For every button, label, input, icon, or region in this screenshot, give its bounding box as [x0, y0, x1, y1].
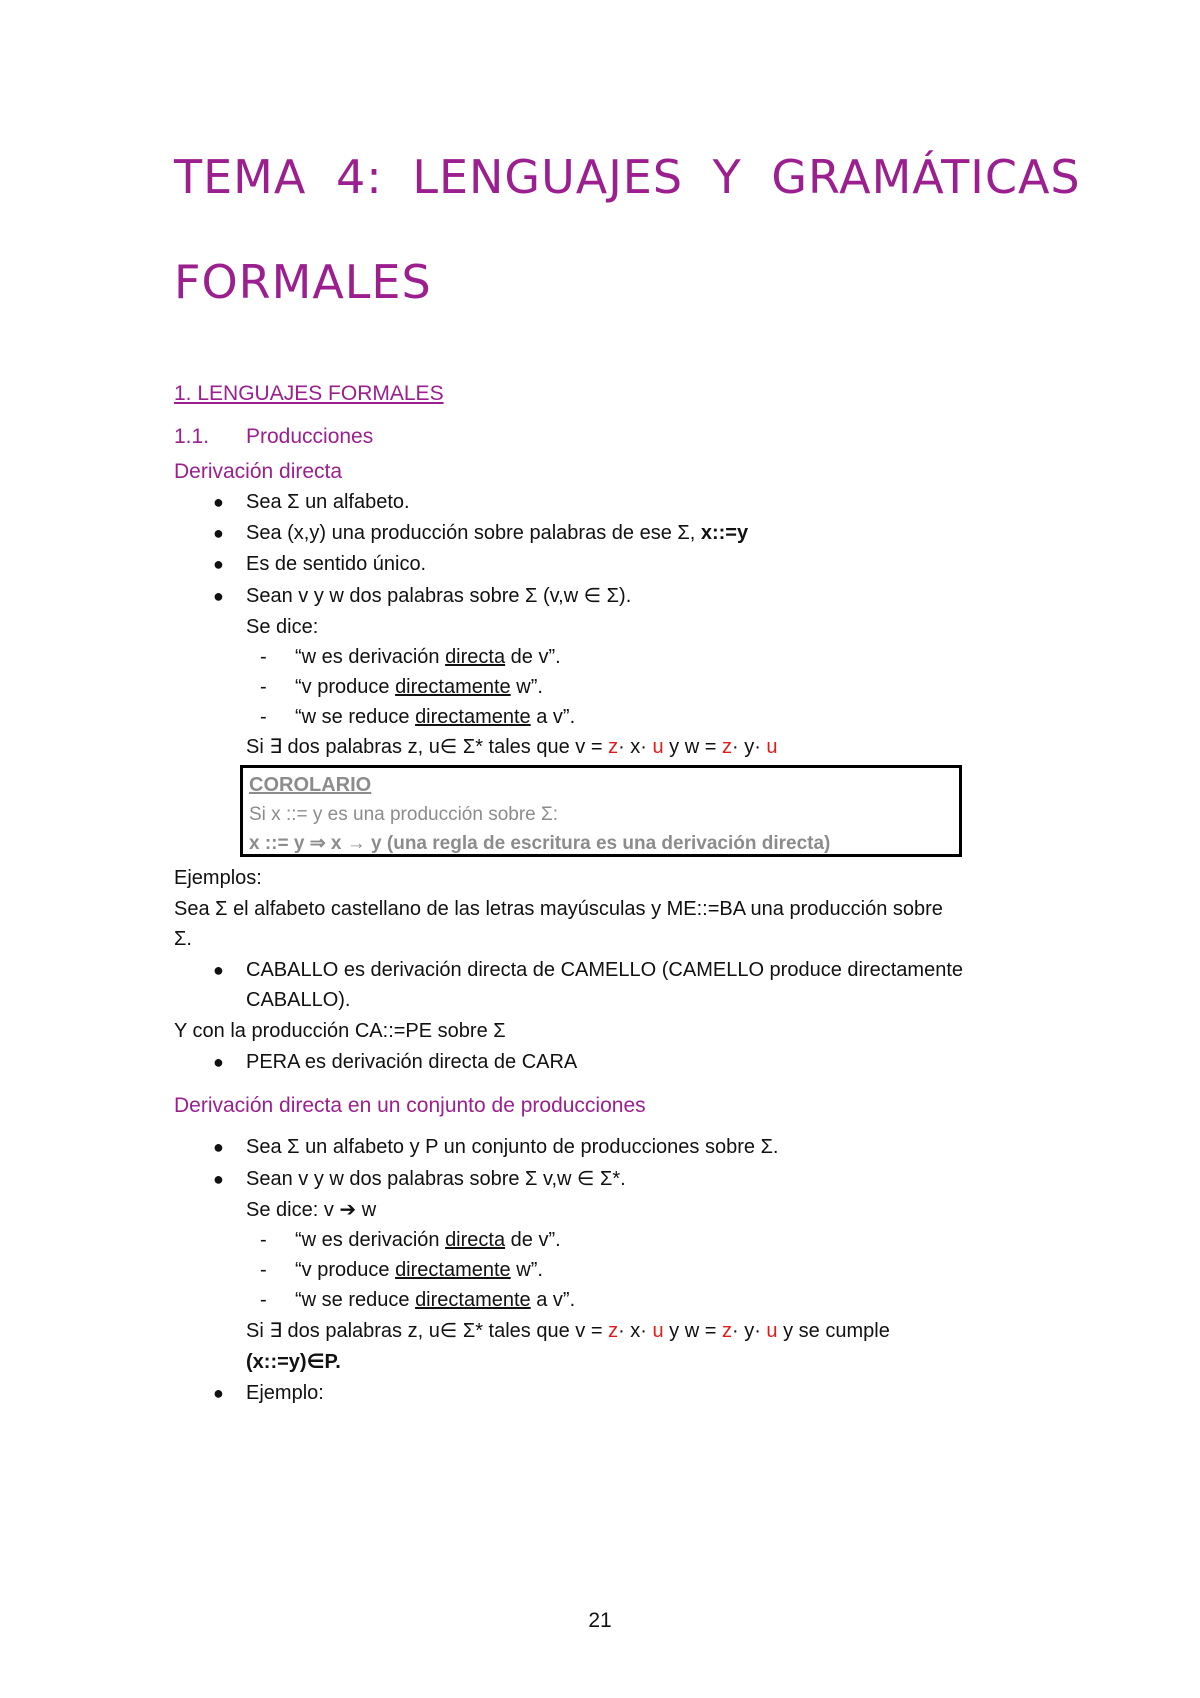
- subsection-label: Producciones: [246, 425, 374, 448]
- list-item: Sea Σ un alfabeto.: [246, 491, 410, 513]
- ejemplos-label: Ejemplos:: [174, 867, 262, 889]
- bullet-marker: ●: [213, 586, 224, 606]
- dash-marker: -: [260, 1229, 267, 1251]
- bullet-marker: ●: [213, 1383, 224, 1403]
- list-item: Sean v y w dos palabras sobre Σ v,w ∈ Σ*.: [246, 1168, 626, 1190]
- var-u: u: [766, 1320, 778, 1342]
- underlined-word: directa: [445, 1229, 506, 1251]
- dash-item: [295, 1230, 561, 1250]
- dash-item-text: “v produce: [295, 676, 396, 698]
- var-z: z: [608, 1320, 619, 1342]
- condition-line: [246, 737, 778, 757]
- dash-item-text: “w se reduce: [295, 706, 416, 728]
- condition-text: Si ∃ dos palabras z, u∈ Σ* tales que v =: [246, 736, 609, 758]
- underlined-word: directamente: [395, 676, 511, 698]
- corolario-line-1: Si x ::= y es una producción sobre Σ:: [249, 804, 559, 825]
- var-u: u: [652, 736, 664, 758]
- corolario-line-2: x ::= y ⇒ x → y (una regla de escritura es una derivación directa): [249, 833, 831, 854]
- condition-line: [246, 1321, 890, 1341]
- condition-text: y w =: [663, 1320, 722, 1342]
- condition-text: y se cumple: [777, 1320, 890, 1342]
- heading-derivacion-directa: Derivación directa: [174, 460, 343, 483]
- section-heading-lenguajes-formales: 1. LENGUAJES FORMALES: [174, 382, 444, 405]
- condition-text: · x·: [618, 736, 653, 758]
- production-notation: x::=y: [700, 522, 749, 544]
- dash-item-text: w”.: [510, 1259, 543, 1281]
- dash-item-text: “w es derivación: [295, 1229, 446, 1251]
- bullet-marker: ●: [213, 1137, 224, 1157]
- bullet-marker: ●: [213, 1169, 224, 1189]
- dash-marker: -: [260, 646, 267, 668]
- condition-text: Si ∃ dos palabras z, u∈ Σ* tales que v =: [246, 1320, 609, 1342]
- dash-item-text: de v”.: [505, 1229, 561, 1251]
- dash-item-text: w”.: [510, 676, 543, 698]
- bullet-marker: ●: [213, 492, 224, 512]
- list-item: Ejemplo:: [246, 1382, 324, 1404]
- se-dice-label: Se dice: v ➔ w: [246, 1199, 377, 1221]
- var-z: z: [721, 736, 732, 758]
- se-dice-label: Se dice:: [246, 616, 319, 638]
- subsection-heading-producciones: [174, 425, 373, 449]
- page-title-line-1: TEMA 4: LENGUAJES Y GRAMÁTICAS: [174, 150, 1081, 204]
- dash-item: [295, 647, 561, 667]
- condition-text: · y·: [731, 736, 767, 758]
- underlined-word: directamente: [395, 1259, 511, 1281]
- membership-condition: (x::=y)∈P.: [246, 1351, 341, 1373]
- condition-text: y w =: [663, 736, 722, 758]
- underlined-word: directamente: [415, 1289, 531, 1311]
- underlined-word: directamente: [415, 706, 531, 728]
- dash-marker: -: [260, 1289, 267, 1311]
- dash-item: [295, 677, 543, 697]
- ejemplos-text: Y con la producción CA::=PE sobre Σ: [174, 1020, 506, 1042]
- var-z: z: [608, 736, 619, 758]
- dash-item-text: “v produce: [295, 1259, 396, 1281]
- var-z: z: [721, 1320, 732, 1342]
- list-item-text: Sea (x,y) una producción sobre palabras de ese Σ,: [246, 522, 701, 544]
- dash-item-text: “w se reduce: [295, 1289, 416, 1311]
- dash-item-text: a v”.: [530, 1289, 576, 1311]
- ejemplos-text: Σ.: [174, 928, 192, 950]
- bullet-marker: ●: [213, 523, 224, 543]
- dash-marker: -: [260, 706, 267, 728]
- subsection-number: 1.1.: [174, 425, 210, 448]
- corolario-heading: COROLARIO: [249, 774, 372, 796]
- list-item: Sean v y w dos palabras sobre Σ (v,w ∈ Σ).: [246, 585, 632, 607]
- condition-text: · x·: [618, 1320, 653, 1342]
- ejemplos-text: Sea Σ el alfabeto castellano de las letras mayúsculas y ME::=BA una producción sobre: [174, 898, 943, 920]
- page-number: 21: [588, 1609, 612, 1632]
- list-item: Sea Σ un alfabeto y P un conjunto de producciones sobre Σ.: [246, 1136, 779, 1158]
- dash-marker: -: [260, 1259, 267, 1281]
- dash-item-text: “w es derivación: [295, 646, 446, 668]
- list-item: [246, 523, 748, 543]
- dash-marker: -: [260, 676, 267, 698]
- corolario-box: [240, 765, 962, 857]
- dash-item: [295, 1260, 543, 1280]
- list-item: PERA es derivación directa de CARA: [246, 1051, 578, 1073]
- bullet-marker: ●: [213, 960, 224, 980]
- condition-text: · y·: [731, 1320, 767, 1342]
- list-item: CABALLO es derivación directa de CAMELLO (CAMELLO produce directamente: [246, 959, 964, 981]
- bullet-marker: ●: [213, 1052, 224, 1072]
- page-title-line-2: FORMALES: [174, 255, 432, 309]
- dash-item-text: a v”.: [530, 706, 576, 728]
- list-item-continuation: CABALLO).: [246, 989, 351, 1011]
- dash-item: [295, 707, 575, 727]
- heading-derivacion-conjunto: Derivación directa en un conjunto de producciones: [174, 1094, 646, 1117]
- var-u: u: [766, 736, 778, 758]
- var-u: u: [652, 1320, 664, 1342]
- bullet-marker: ●: [213, 554, 224, 574]
- underlined-word: directa: [445, 646, 506, 668]
- list-item: Es de sentido único.: [246, 553, 427, 575]
- dash-item-text: de v”.: [505, 646, 561, 668]
- dash-item: [295, 1290, 575, 1310]
